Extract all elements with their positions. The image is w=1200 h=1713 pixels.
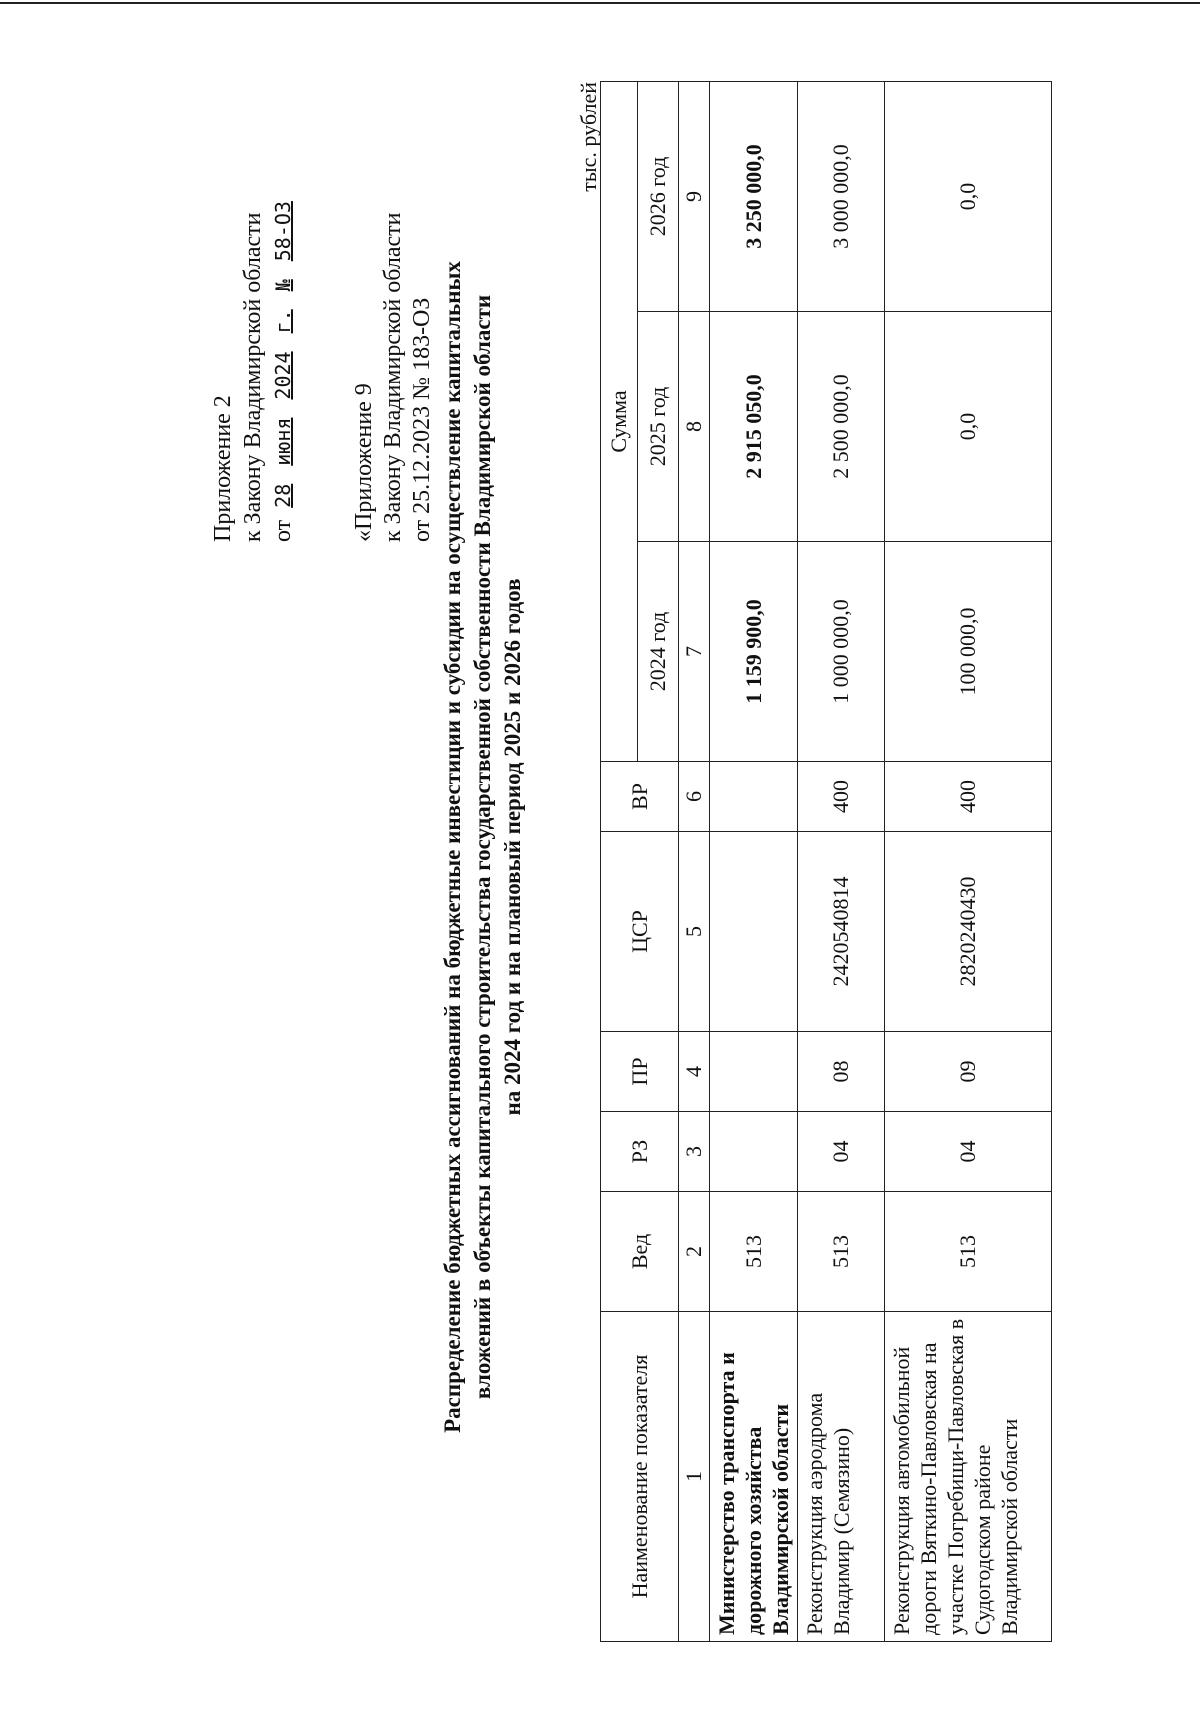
previous-appendix-block xyxy=(350,212,437,542)
title-line2: вложений в объекты капитального строительства государственной собственности Владимирской области xyxy=(470,294,495,1400)
header-vr: ВР xyxy=(601,762,679,832)
appendix-number: 58-ОЗ xyxy=(271,201,295,262)
header-csr: ЦСР xyxy=(601,832,679,1032)
page-top-border xyxy=(0,2,1200,4)
row-2026: 0,0 xyxy=(885,81,1052,311)
row-2024: 100 000,0 xyxy=(885,542,1052,762)
table-row xyxy=(798,81,885,1641)
header-rz: РЗ xyxy=(601,1112,679,1192)
col-number: 3 xyxy=(679,1112,710,1192)
col-number: 1 xyxy=(679,1312,710,1642)
row-name: Министерство транспорта и дорожного хозяйства Владимирской области xyxy=(710,1312,798,1642)
header-pr: ПР xyxy=(601,1032,679,1112)
appendix-line2: к Закону Владимирской области xyxy=(240,212,266,542)
appendix-month: июня xyxy=(271,417,295,466)
header-2024: 2024 год xyxy=(638,542,679,762)
rotated-page xyxy=(28,72,1178,1672)
col-number: 2 xyxy=(679,1192,710,1312)
appendix-block xyxy=(208,195,298,542)
col-number: 7 xyxy=(679,542,710,762)
row-2026: 3 000 000,0 xyxy=(798,81,885,311)
prev-appendix-line1: «Приложение 9 xyxy=(351,383,377,542)
header-sum: Сумма xyxy=(601,81,638,761)
row-name: Реконструкция аэродрома Владимир (Семязино) xyxy=(798,1312,885,1642)
prev-appendix-line3: от 25.12.2023 № 183-ОЗ xyxy=(409,297,435,542)
title-line1: Распределение бюджетных ассигнований на бюджетные инвестиции и субсидии на осуществление капитальных xyxy=(440,261,465,1433)
row-pr: 09 xyxy=(885,1032,1052,1112)
appendix-g: г. xyxy=(271,309,295,334)
header-2025: 2025 год xyxy=(638,312,679,542)
row-rz: 04 xyxy=(885,1112,1052,1192)
header-name: Наименование показателя xyxy=(601,1312,679,1642)
title-line3: на 2024 год и на плановый период 2025 и 2026 годов xyxy=(500,578,525,1116)
row-pr: 08 xyxy=(798,1032,885,1112)
appendix-no: № xyxy=(271,279,295,292)
col-number: 5 xyxy=(679,832,710,1032)
budget-table xyxy=(600,81,1052,1642)
row-rz: 04 xyxy=(798,1112,885,1192)
row-name: Реконструкция автомобильной дороги Вяткино-Павловская на участке Погребищи-Павловская в Судогодском районе Владимирской области xyxy=(885,1312,1052,1642)
row-2024: 1 159 900,0 xyxy=(710,542,798,762)
col-number: 6 xyxy=(679,762,710,832)
column-number-row xyxy=(679,81,710,1641)
col-number: 8 xyxy=(679,312,710,542)
prev-appendix-line2: к Закону Владимирской области xyxy=(380,212,406,542)
row-csr: 2820240430 xyxy=(885,832,1052,1032)
row-2024: 1 000 000,0 xyxy=(798,542,885,762)
appendix-line1: Приложение 2 xyxy=(210,395,236,542)
document-title xyxy=(438,152,528,1542)
col-number: 4 xyxy=(679,1032,710,1112)
appendix-date-line xyxy=(268,195,298,542)
row-ved: 513 xyxy=(885,1192,1052,1312)
row-csr xyxy=(710,832,798,1032)
header-2026: 2026 год xyxy=(638,81,679,311)
row-ved: 513 xyxy=(798,1192,885,1312)
row-vr: 400 xyxy=(798,762,885,832)
appendix-year: 2024 xyxy=(271,351,295,400)
appendix-ot: от xyxy=(270,519,296,542)
row-pr xyxy=(710,1032,798,1112)
row-rz xyxy=(710,1112,798,1192)
row-vr: 400 xyxy=(885,762,1052,832)
row-2025: 2 915 050,0 xyxy=(710,312,798,542)
row-2025: 2 500 000,0 xyxy=(798,312,885,542)
row-vr xyxy=(710,762,798,832)
appendix-day: 28 xyxy=(271,483,295,508)
col-number: 9 xyxy=(679,81,710,311)
row-2025: 0,0 xyxy=(885,312,1052,542)
row-2026: 3 250 000,0 xyxy=(710,81,798,311)
row-ved: 513 xyxy=(710,1192,798,1312)
header-ved: Вед xyxy=(601,1192,679,1312)
table-row xyxy=(710,81,798,1641)
table-header-row xyxy=(601,81,638,1641)
units-label: тыс. рублей xyxy=(576,82,601,192)
table-row xyxy=(885,81,1052,1641)
row-csr: 2420540814 xyxy=(798,832,885,1032)
